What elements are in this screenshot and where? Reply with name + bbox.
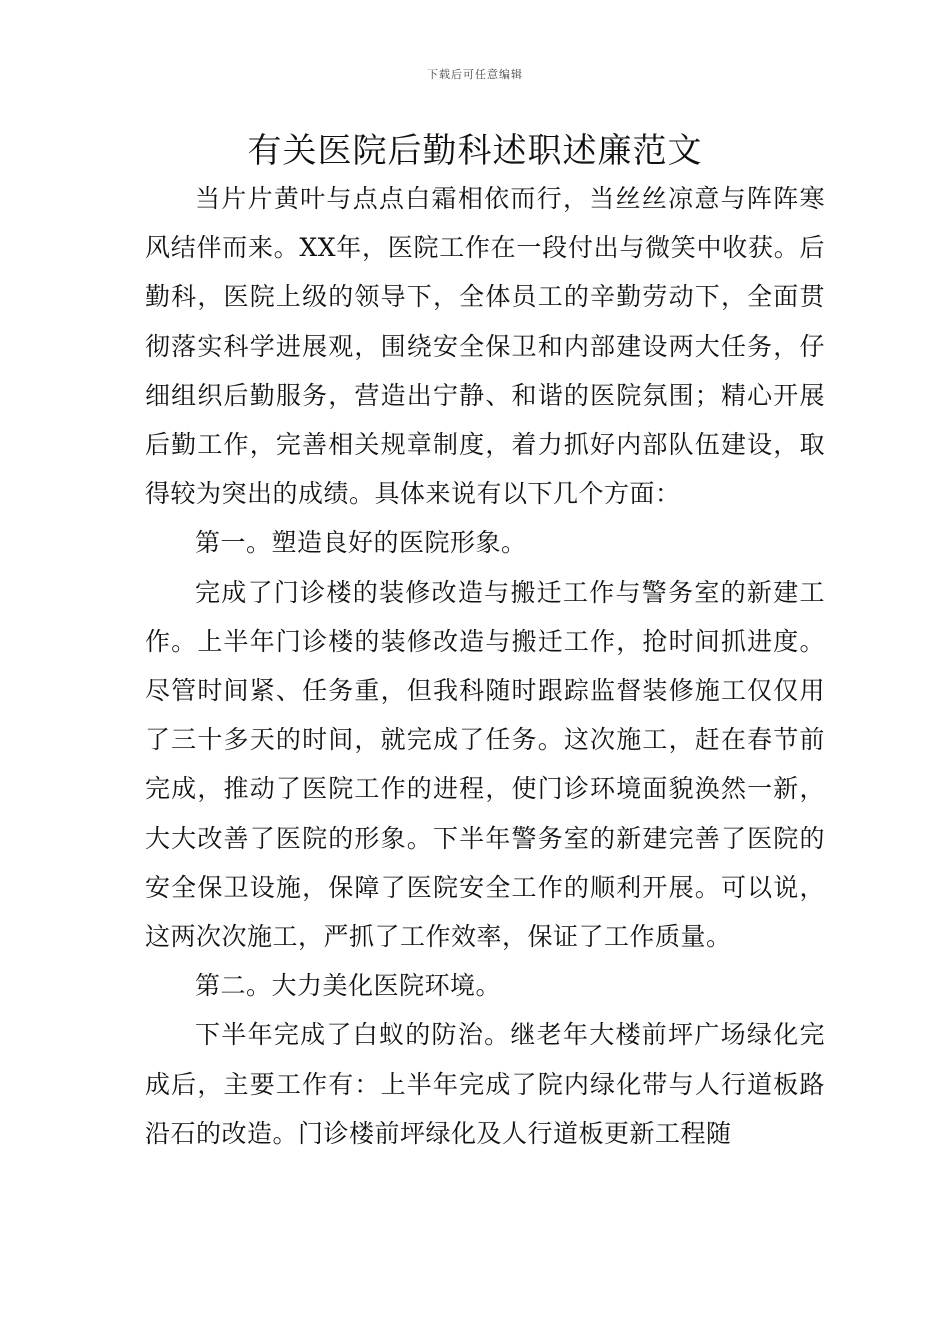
section-heading-2: 第二。大力美化医院环境。: [195, 971, 502, 1001]
paragraph-section-2: 下半年完成了白蚁的防治。继老年大楼前坪广场绿化完成后，主要工作有：上半年完成了院内绿化带与人行道板路沿石的改造。门诊楼前坪绿化及人行道板更新工程随: [145, 1020, 825, 1148]
paragraph-intro: 当片片黄叶与点点白霜相依而行，当丝丝凉意与阵阵寒风结伴而来。XX年，医院工作在一段付出与微笑中收获。后勤科，医院上级的领导下，全体员工的辛勤劳动下，全面贯彻落实科学进展观，围绕安全保卫和内部建设两大任务，仔细组织后勤服务，营造出宁静、和谐的医院氛围；精心开展后勤工作，完善相关规章制度，着力抓好内部队伍建设，取得较为突出的成绩。具体来说有以下几个方面：: [145, 184, 825, 509]
section-heading-1: 第一。塑造良好的医院形象。: [195, 528, 527, 558]
paragraph-section-1: 完成了门诊楼的装修改造与搬迁工作与警务室的新建工作。上半年门诊楼的装修改造与搬迁工作，抢时间抓进度。尽管时间紧、任务重，但我科随时跟踪监督装修施工仅仅用了三十多天的时间，就完成了任务。这次施工，赶在春节前完成，推动了医院工作的进程，使门诊环境面貌涣然一新，大大改善了医院的形象。下半年警务室的新建完善了医院的安全保卫设施，保障了医院安全工作的顺利开展。可以说，这两次次施工，严抓了工作效率，保证了工作质量。: [145, 577, 825, 952]
document-title: 有关医院后勤科述职述廉范文: [247, 131, 703, 171]
document-body: [145, 174, 825, 1158]
header-note: 下载后可任意编辑: [427, 68, 523, 81]
